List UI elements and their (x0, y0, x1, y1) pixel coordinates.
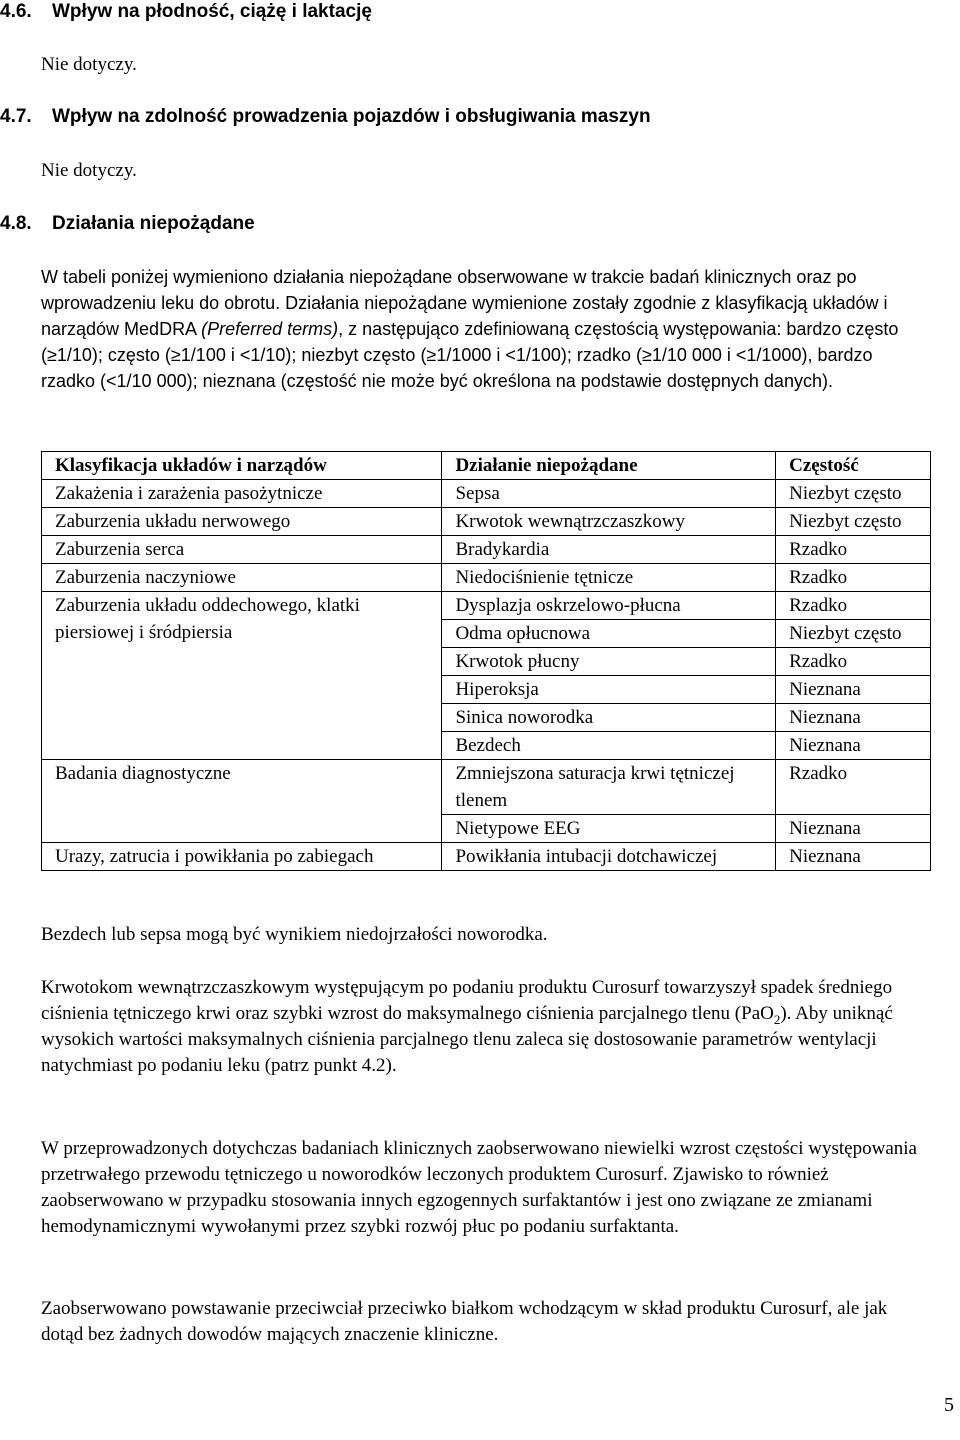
soc-cell: Zakażenia i zarażenia pasożytnicze (42, 480, 442, 508)
heading-4-6 (0, 0, 372, 25)
table-row (42, 760, 931, 815)
heading-number: 4.6. (0, 1, 32, 22)
heading-4-7 (0, 104, 651, 130)
page-number: 5 (944, 1394, 954, 1416)
table-row (42, 843, 931, 871)
table-row (42, 564, 931, 592)
heading-number: 4.8. (0, 213, 32, 234)
frequency-cell: Nieznana (776, 704, 931, 732)
section-4-7-body: Nie dotyczy. (41, 160, 137, 181)
frequency-cell: Rzadko (776, 536, 931, 564)
para2-text-a: Krwotokom wewnątrzczaszkowym występującym po podaniu produktu Curosurf towarzyszył spadek średniego ciśnienia tętniczego krwi oraz szybki wzrost do maksymalnego ciśnienia parcjalnego tlenu (PaO (41, 977, 893, 1024)
heading-number: 4.7. (0, 106, 32, 127)
reaction-cell: Dysplazja oskrzelowo-płucna (442, 592, 776, 620)
reaction-cell: Krwotok płucny (442, 648, 776, 676)
reaction-cell: Hiperoksja (442, 676, 776, 704)
table-row (42, 536, 931, 564)
reaction-cell: Bezdech (442, 732, 776, 760)
paragraph-antibodies: Zaobserwowano powstawanie przeciwciał przeciwko białkom wchodzącym w skład produktu Curosurf, ale jak dotąd bez żadnych dowodów mających znaczenie kliniczne. (41, 1298, 888, 1345)
reaction-cell: Sepsa (442, 480, 776, 508)
frequency-cell: Nieznana (776, 815, 931, 843)
reaction-cell: Powikłania intubacji dotchawiczej (442, 843, 776, 871)
reaction-cell: Niedociśnienie tętnicze (442, 564, 776, 592)
soc-cell: Urazy, zatrucia i powikłania po zabiegach (42, 843, 442, 871)
frequency-cell: Niezbyt często (776, 480, 931, 508)
soc-cell: Zaburzenia serca (42, 536, 442, 564)
paragraph-ductus: W przeprowadzonych dotychczas badaniach klinicznych zaobserwowano niewielki wzrost częstości występowania przetrwałego przewodu tętniczego u noworodków leczonych produktem Curosurf. Zjawisko to również zaobserwowano w przypadku stosowania innych egzogennych surfaktantów i jest ono związane ze zmianami hemodynamicznymi wywołanymi przez szybki rozwój płuc po podaniu surfaktanta. (41, 1138, 917, 1237)
table-row (42, 508, 931, 536)
table-row (42, 592, 931, 620)
soc-cell: Zaburzenia układu nerwowego (42, 508, 442, 536)
reaction-cell: Krwotok wewnątrzczaszkowy (442, 508, 776, 536)
header-reaction: Działanie niepożądane (442, 452, 776, 480)
frequency-cell: Rzadko (776, 648, 931, 676)
frequency-cell: Nieznana (776, 732, 931, 760)
paragraph-haemorrhage (41, 975, 931, 1079)
reaction-cell: Zmniejszona saturacja krwi tętniczej tlenem (442, 760, 776, 815)
intro-text-3: , z następująco zdefiniowaną częstością występowania: bardzo często (≥1/10); często (≥1/100 i <1/10); niezbyt często (≥1/1000 i <1/100); rzadko (≥1/10 000 i <1/1000), bardzo rzadko (<1/10 000); nieznana (częstość nie może być określona na podstawie dostępnych danych). (41, 319, 899, 391)
intro-text-1: W tabeli poniżej wymieniono działania niepożądane obserwowane w trakcie badań klinicznych oraz po wprowadzeniu leku do obrotu. (41, 267, 857, 313)
header-soc: Klasyfikacja układów i narządów (42, 452, 442, 480)
reaction-cell: Sinica noworodka (442, 704, 776, 732)
heading-title: Wpływ na zdolność prowadzenia pojazdów i obsługiwania maszyn (52, 106, 651, 127)
heading-title: Wpływ na płodność, ciążę i laktację (52, 1, 372, 22)
reaction-cell: Nietypowe EEG (442, 815, 776, 843)
table-header-row (42, 452, 931, 480)
heading-4-8 (0, 211, 255, 237)
frequency-cell: Niezbyt często (776, 508, 931, 536)
soc-cell: Badania diagnostyczne (42, 760, 442, 843)
para2-text-b: ). Aby uniknąć wysokich wartości maksymalnych ciśnienia parcjalnego tlenu zaleca się dostosowanie parametrów wentylacji natychmiast po podaniu leku (patrz punkt 4.2). (41, 1003, 893, 1076)
section-4-6-body: Nie dotyczy. (41, 54, 137, 75)
para2-subscript: 2 (773, 1011, 781, 1027)
frequency-cell: Niezbyt często (776, 620, 931, 648)
intro-text-2: Działania niepożądane wymienione zostały zgodnie z klasyfikacją układów i narządów MedDRA (41, 293, 888, 339)
frequency-cell: Rzadko (776, 564, 931, 592)
frequency-cell: Nieznana (776, 676, 931, 704)
paragraph-apnoea-sepsis: Bezdech lub sepsa mogą być wynikiem niedojrzałości noworodka. (41, 924, 548, 945)
frequency-cell: Rzadko (776, 760, 931, 815)
intro-paragraph (41, 264, 931, 394)
soc-cell: Zaburzenia naczyniowe (42, 564, 442, 592)
intro-italic: (Preferred terms) (201, 319, 339, 339)
frequency-cell: Rzadko (776, 592, 931, 620)
frequency-cell: Nieznana (776, 843, 931, 871)
reaction-cell: Odma opłucnowa (442, 620, 776, 648)
header-frequency: Częstość (776, 452, 931, 480)
heading-title: Działania niepożądane (52, 213, 255, 234)
adverse-effects-table (41, 451, 931, 871)
table-row (42, 480, 931, 508)
soc-cell: Zaburzenia układu oddechowego, klatki piersiowej i śródpiersia (42, 592, 442, 760)
reaction-cell: Bradykardia (442, 536, 776, 564)
